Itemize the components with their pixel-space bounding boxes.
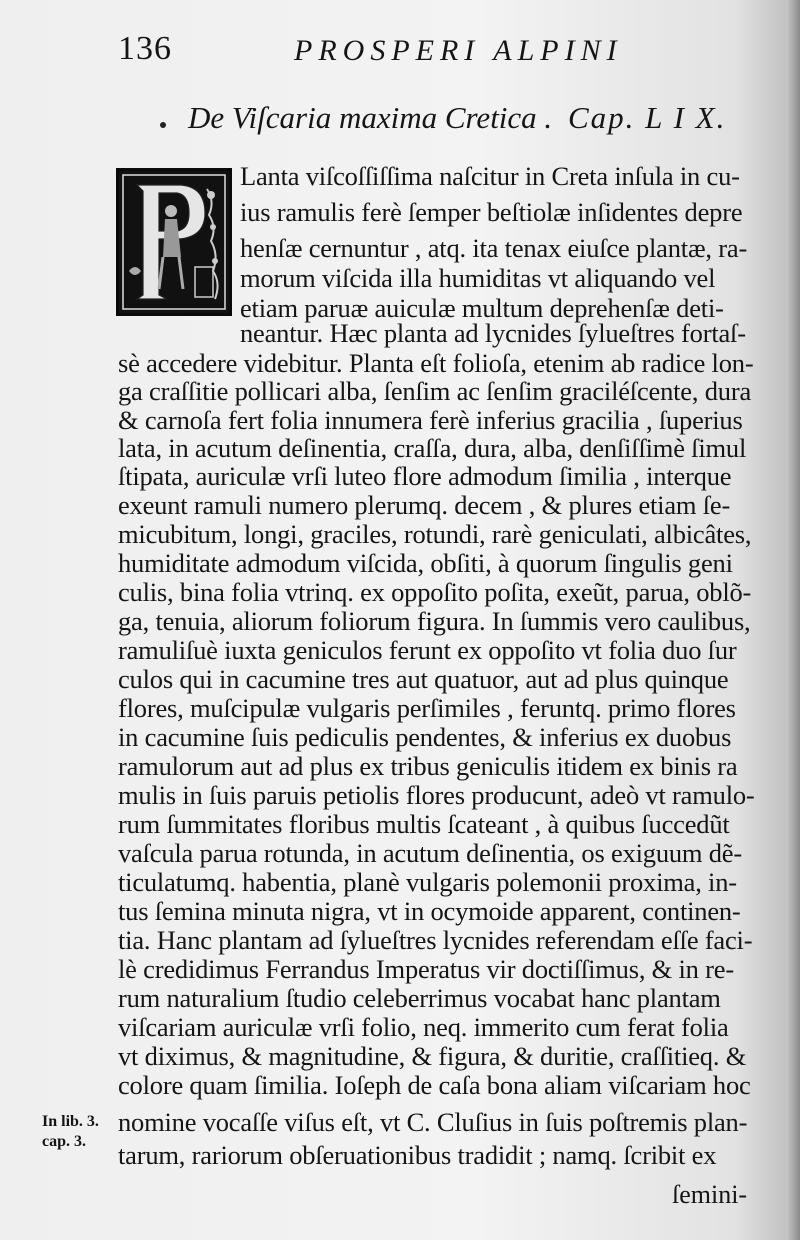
text-line: rum naturalium ſtudio celeberrimus vocabat hanc plantam (118, 983, 721, 1013)
text-line: mulis in ſuis paruis petiolis flores producunt, adeò vt ramulo- (118, 780, 755, 810)
text-line: vt diximus, & magnitudine, & figura, & duritie, craſſitieq. & (118, 1041, 747, 1071)
running-head (118, 30, 638, 80)
text-line: tarum, rariorum obſeruationibus tradidit ; namq. ſcribit ex (118, 1140, 717, 1170)
text-line: ramuliſuè iuxta geniculos ferunt ex oppoſito vt folia duo ſur (118, 635, 737, 665)
chapter-title: De Viſcaria maxima Cretica . (188, 100, 553, 135)
text-line: morum viſcida illa humiditas vt aliquando vel (240, 263, 716, 293)
text-line: sè accedere videbitur. Planta eſt folioſa, etenim ab radice lon- (118, 348, 754, 378)
text-line: rum ſummitates floribus multis ſcateant , à quibus ſuccedũt (118, 809, 730, 839)
text-line: colore quam ſimilia. Ioſeph de caſa bona aliam viſcariam hoc (118, 1070, 751, 1100)
text-line: humiditate admodum viſcida, obſiti, à quorum ſingulis geni (118, 548, 733, 578)
marginal-note-line: cap. 3. (42, 1133, 86, 1150)
text-line: ticulatumq. habentia, planè vulgaris polemonii proxima, in- (118, 867, 737, 897)
text-line: lè credidimus Ferrandus Imperatus vir doctiſſimus, & in re- (118, 954, 734, 984)
text-line: henſæ cernuntur , atq. ita tenax eiuſce plantæ, ra- (240, 233, 748, 263)
text-line: Lanta viſcoſſiſſima naſcitur in Creta inſula in cu- (240, 161, 740, 191)
decorated-initial-p (116, 168, 232, 316)
catchword: ſemini- (672, 1180, 748, 1209)
text-line: tus ſemina minuta nigra, vt in ocymoide apparent, continen- (118, 896, 741, 926)
text-line: ga craſſitie pollicari alba, ſenſim ac ſenſim graciléſcente, dura (118, 376, 752, 406)
text-line: viſcariam auriculæ vrſi folio, neq. immerito cum ferat folia (118, 1012, 729, 1042)
text-line: etiam paruæ auiculæ multum deprehenſæ deti- (240, 293, 724, 323)
text-line: flores, muſcipulæ vulgaris perſimiles , feruntq. primo flores (118, 693, 736, 723)
woodcut-initial-icon (119, 171, 229, 313)
page-number: 136 (118, 30, 172, 67)
text-line: micubitum, longi, graciles, rotundi, rarè geniculati, albicâtes, (118, 519, 752, 549)
text-line: culos qui in cacumine tres aut quatuor, aut ad plus quinque (118, 664, 729, 694)
text-line: lata, in acutum deſinentia, craſſa, dura, alba, denſiſſimè ſimul (118, 433, 747, 463)
ornament-dot (160, 122, 166, 128)
marginal-note (42, 1112, 116, 1152)
text-line: ga, tenuia, aliorum foliorum figura. In ſummis vero caulibus, (118, 606, 751, 636)
text-line: in cacumine ſuis pediculis pendentes, & inferius ex duobus (118, 722, 732, 752)
text-line: ramulorum aut ad plus ex tribus geniculis itidem ex binis ra (118, 751, 738, 781)
text-line: ius ramulis ferè ſemper beſtiolæ inſidentes depre (240, 197, 743, 227)
text-line: nomine vocaſſe viſus eſt, vt C. Cluſius in ſuis poſtremis plan- (118, 1107, 748, 1137)
text-line: ſtipata, auriculæ vrſi luteo flore admodum ſimilia , interque (118, 461, 732, 491)
marginal-note-line: In lib. 3. (42, 1113, 99, 1130)
text-line: neantur. Hæc planta ad lycnides ſylueſtres fortaſ- (240, 318, 746, 348)
page-edge-shadow (786, 0, 800, 1240)
chapter-number: Cap. L I X. (568, 100, 727, 135)
text-line: tia. Hanc plantam ad ſylueſtres lycnides referendam eſſe faci- (118, 925, 753, 955)
text-line: & carnoſa fert folia innumera ferè inferius gracilia , ſuperius (118, 405, 743, 435)
text-line: culis, bina folia vtrinq. ex oppoſito poſita, exeũt, parua, oblõ- (118, 577, 752, 607)
chapter-heading (160, 100, 730, 144)
text-line: exeunt ramuli numero plerumq. decem , & plures etiam ſe- (118, 490, 731, 520)
book-title: PROSPERI ALPINI (294, 34, 623, 67)
text-line: vaſcula parua rotunda, in acutum deſinentia, os exiguum dẽ- (118, 838, 742, 868)
